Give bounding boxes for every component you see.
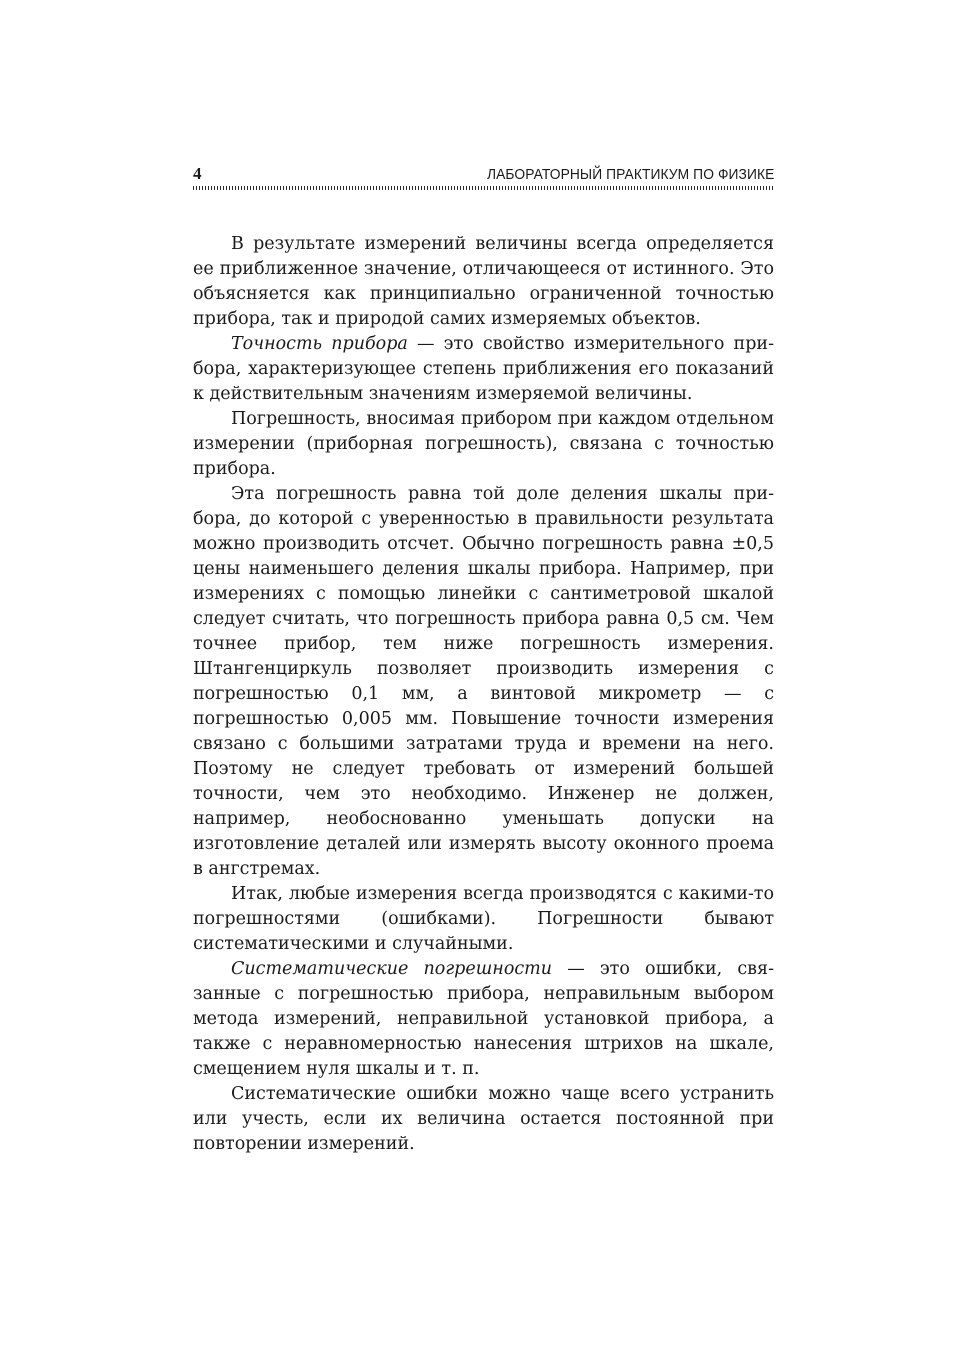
page-header	[193, 164, 774, 186]
paragraph-4: Эта погрешность равна той доле деления шкалы прибора, до которой с уверенностью в правильности результата можно производить отсчет. Обычно погрешность равна ±0,5 цены наименьшего деления шкалы прибора. Например, при измерениях с помощью линейки с сантиметровой шкалой следует считать, что погрешность прибора равна 0,5 см. Чем точнее прибор, тем ниже погрешность измерения. Штангенциркуль позволяет производить измерения с погрешностью 0,1 мм, а винтовой микрометр — с погрешностью 0,005 мм. Повышение точности измерения связано с большими затратами труда и времени на него. Поэтому не следует требовать от измерений большей точности, чем это необходимо. Инженер не должен, например, необоснованно уменьшать допуски на изготовление деталей или измерять высоту оконного проема в ангстремах.	[193, 484, 774, 879]
paragraph-2: Точность прибора — это свойство измерительного прибора, характеризующее степень приближения его показаний к действительным значениям измеряемой величины.	[193, 334, 774, 404]
header-rule	[193, 186, 774, 190]
paragraph-7: Систематические ошибки можно чаще всего устранить или учесть, если их величина остается постоянной при повторении измерений.	[193, 1084, 774, 1154]
paragraph-1: В результате измерений величины всегда определяется ее приближенное значение, отличающееся от истинного. Это объясняется как принципиально ограниченной точностью прибора, так и природой самих измеряемых объектов.	[193, 234, 774, 329]
paragraph-5: Итак, любые измерения всегда производятся с какими-то погрешностями (ошибками). Погрешности бывают систематическими и случайными.	[193, 884, 774, 954]
term-systematic-errors: Систематические погрешности	[231, 959, 553, 979]
body-text	[193, 232, 774, 1157]
page-number: 4	[193, 164, 202, 183]
paragraph-3: Погрешность, вносимая прибором при каждом отдельном измерении (приборная погрешность), связана с точностью прибора.	[193, 409, 774, 479]
paragraph-6: Систематические погрешности — это ошибки, связанные с погрешностью прибора, неправильным выбором метода измерений, неправильной установкой прибора, а также с неравномерностью нанесения штрихов на шкале, смещением нуля шкалы и т. п.	[193, 959, 774, 1079]
term-instrument-accuracy: Точность прибора	[231, 334, 408, 354]
running-title: ЛАБОРАТОРНЫЙ ПРАКТИКУМ ПО ФИЗИКЕ	[486, 166, 774, 183]
